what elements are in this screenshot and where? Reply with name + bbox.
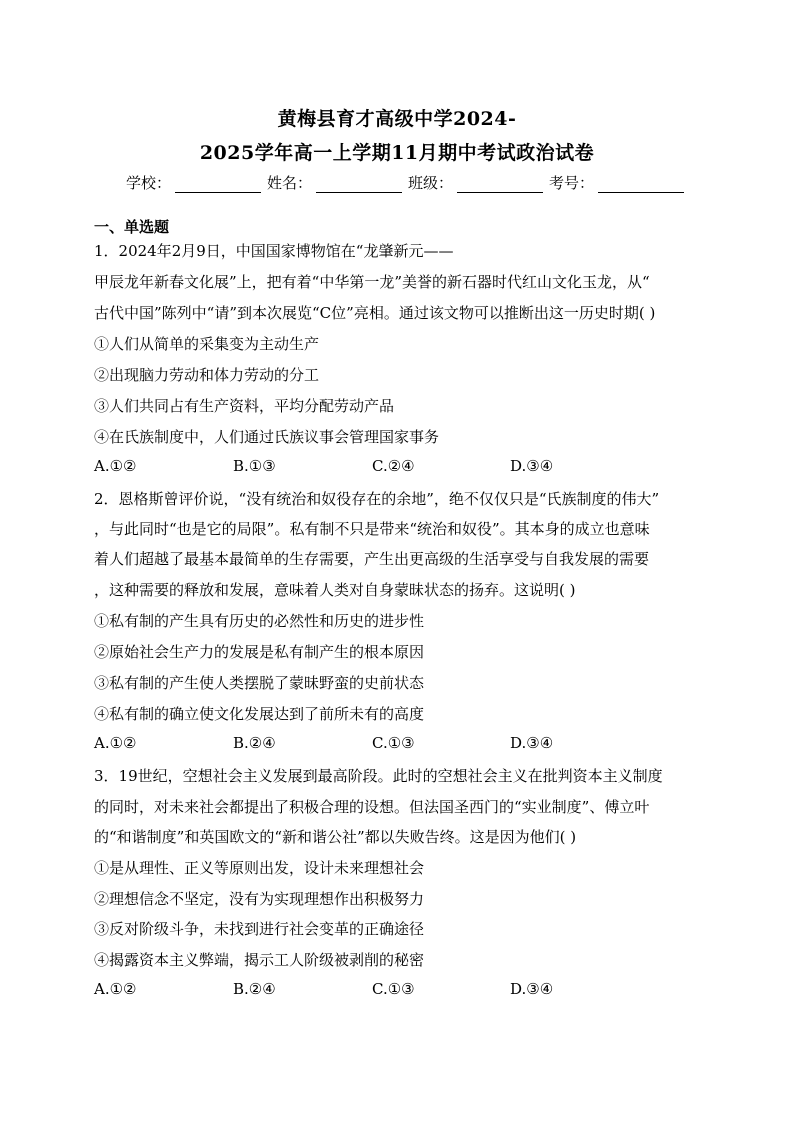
q3-stem-line: 的同时，对未来社会都提出了积极合理的设想。但法国圣西门的“实业制度”、傅立叶 <box>94 798 650 816</box>
exam-number-blank <box>598 178 684 193</box>
q2-statement: ②原始社会生产力的发展是私有制产生的根本原因 <box>94 643 425 661</box>
q1-stem-line: 甲辰龙年新春文化展”上，把有着“中华第一龙”美誉的新石器时代红山文化玉龙，从“ <box>94 273 650 291</box>
q1-option-c[interactable]: C.②④ <box>372 457 415 475</box>
exam-title-line1: 黄梅县育才高级中学2024- <box>277 108 517 130</box>
class-blank <box>457 178 543 193</box>
student-info-row <box>126 172 690 193</box>
exam-number-field <box>549 172 690 193</box>
q1-statement: ①人们从简单的采集变为主动生产 <box>94 335 320 353</box>
exam-title-line2: 2025学年高一上学期11月期中考试政治试卷 <box>199 142 595 164</box>
name-label: 姓名： <box>267 174 313 192</box>
q2-options <box>94 734 694 754</box>
q1-stem-line: 古代中国”陈列中“请”到本次展览“C位”亮相。通过该文物可以推断出这一历史时期( ) <box>94 304 656 322</box>
q1-stem-line: 1．2024年2月9日，中国国家博物馆在“龙肇新元—— <box>94 242 454 260</box>
exam-number-label: 考号： <box>549 174 595 192</box>
q2-stem-line: 着人们超越了最基本最简单的生存需要，产生出更高级的生活享受与自我发展的需要 <box>94 550 650 568</box>
q2-statement: ③私有制的产生使人类摆脱了蒙昧野蛮的史前状态 <box>94 674 425 692</box>
section-title: 一、单选题 <box>94 218 170 236</box>
q3-options <box>94 980 694 1000</box>
q3-stem-line: 3．19世纪，空想社会主义发展到最高阶段。此时的空想社会主义在批判资本主义制度 <box>94 767 663 785</box>
q3-statement: ③反对阶级斗争，未找到进行社会变革的正确途径 <box>94 920 425 938</box>
q2-option-b[interactable]: B.②④ <box>233 734 276 752</box>
q3-option-d[interactable]: D.③④ <box>510 980 554 998</box>
q1-option-d[interactable]: D.③④ <box>510 457 554 475</box>
q2-option-c[interactable]: C.①③ <box>372 734 415 752</box>
q2-option-a[interactable]: A.①② <box>94 734 137 752</box>
school-field <box>126 172 267 193</box>
name-blank <box>316 178 402 193</box>
class-field <box>408 172 549 193</box>
q3-option-c[interactable]: C.①③ <box>372 980 415 998</box>
q1-option-b[interactable]: B.①③ <box>233 457 276 475</box>
q3-statement: ②理想信念不坚定，没有为实现理想作出积极努力 <box>94 890 425 908</box>
school-label: 学校： <box>126 174 172 192</box>
school-blank <box>175 178 261 193</box>
q1-statement: ④在氏族制度中，人们通过氏族议事会管理国家事务 <box>94 428 440 446</box>
q3-statement: ①是从理性、正义等原则出发，设计未来理想社会 <box>94 859 425 877</box>
q3-stem-line: 的“和谐制度”和英国欧文的“新和谐公社”都以失败告终。这是因为他们( ) <box>94 828 577 846</box>
q3-option-b[interactable]: B.②④ <box>233 980 276 998</box>
q2-statement: ④私有制的确立使文化发展达到了前所未有的高度 <box>94 705 425 723</box>
q2-option-d[interactable]: D.③④ <box>510 734 554 752</box>
q3-statement: ④揭露资本主义弊端，揭示工人阶级被剥削的秘密 <box>94 951 425 969</box>
q2-statement: ①私有制的产生具有历史的必然性和历史的进步性 <box>94 612 425 630</box>
class-label: 班级： <box>408 174 454 192</box>
q2-stem-line: ，与此同时“也是它的局限”。私有制不只是带来“统治和奴役”。其本身的成立也意味 <box>94 520 650 538</box>
q1-options <box>94 457 694 477</box>
q2-stem-line: 2．恩格斯曾评价说，“没有统治和奴役存在的余地”，绝不仅仅只是“氏族制度的伟大” <box>94 490 660 508</box>
q3-option-a[interactable]: A.①② <box>94 980 137 998</box>
q1-statement: ③人们共同占有生产资料，平均分配劳动产品 <box>94 397 395 415</box>
q1-statement: ②出现脑力劳动和体力劳动的分工 <box>94 366 320 384</box>
name-field <box>267 172 408 193</box>
q1-option-a[interactable]: A.①② <box>94 457 137 475</box>
q2-stem-line: ，这种需要的释放和发展，意味着人类对自身蒙昧状态的扬弃。这说明( ) <box>94 581 576 599</box>
